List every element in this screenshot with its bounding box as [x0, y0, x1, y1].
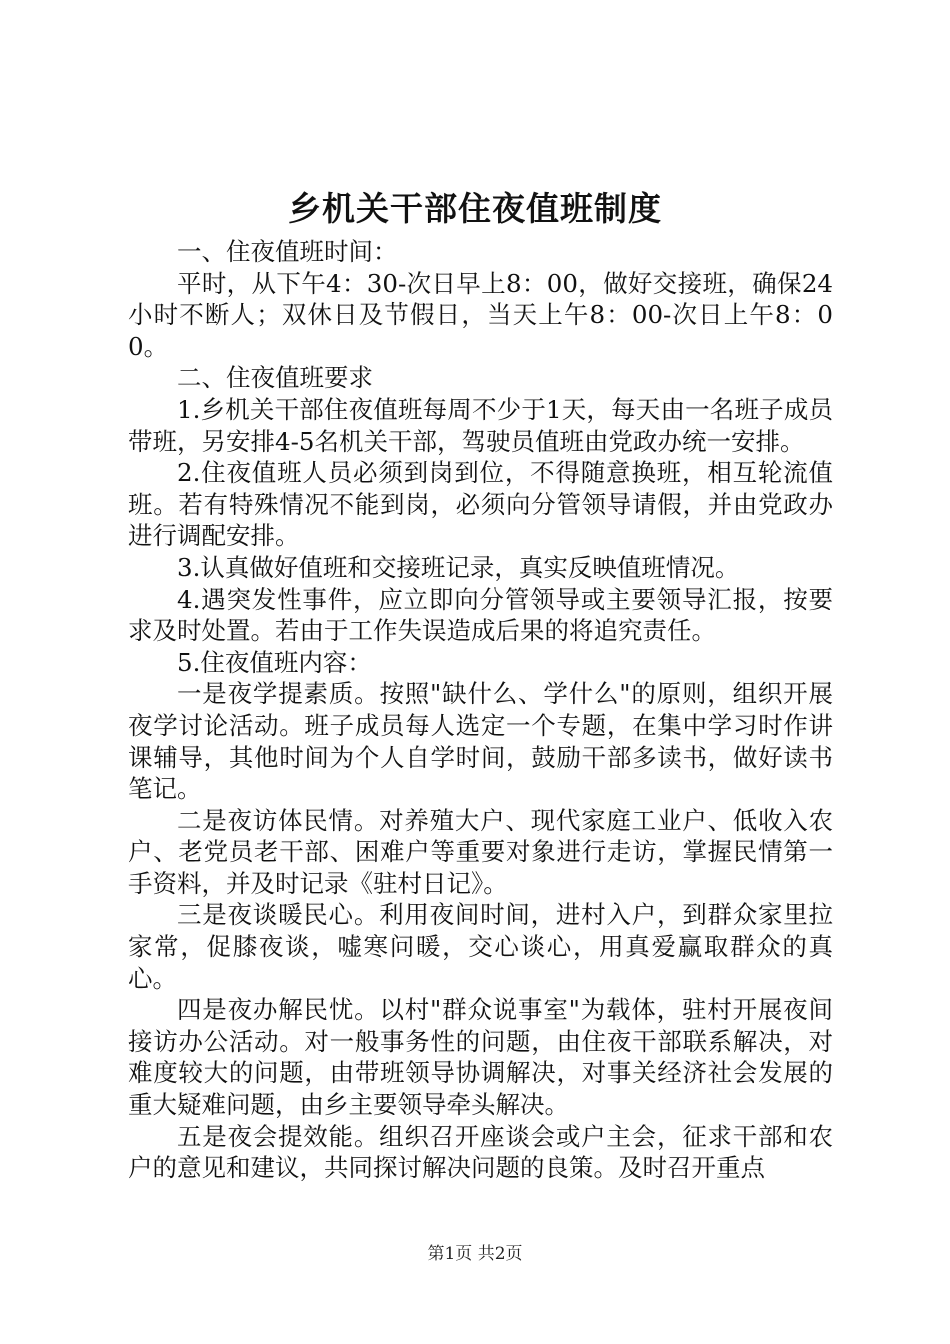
requirement-item-1: 1.乡机关干部住夜值班每周不少于1天，每天由一名班子成员带班，另安排4-5名机关干部，驾驶员值班由党政办统一安排。: [128, 394, 833, 456]
section-heading-requirements: 二、住夜值班要求: [177, 363, 373, 393]
document-title: 乡机关干部住夜值班制度: [288, 189, 662, 228]
requirement-item-5: 5.住夜值班内容：: [177, 647, 372, 677]
section-heading-time: 一、住夜值班时间：: [177, 237, 398, 266]
page-footer: 第1页 共2页: [427, 1244, 523, 1264]
content-item-night-visit: 二是夜访体民情。对养殖大户、现代家庭工业户、低收入农户、老党员老干部、困难户等重要对象进行走访，掌握民情第一手资料，并及时记录《驻村日记》。: [128, 805, 833, 898]
requirement-item-3: 3.认真做好值班和交接班记录，真实反映值班情况。: [177, 552, 740, 582]
content-item-night-meeting: 五是夜会提效能。组织召开座谈会或户主会，征求干部和农户的意见和建议，共同探讨解决问题的良策。及时召开重点: [128, 1121, 833, 1183]
requirement-item-2: 2.住夜值班人员必须到岗到位，不得随意换班，相互轮流值班。若有特殊情况不能到岗，必须向分管领导请假，并由党政办进行调配安排。: [128, 458, 833, 551]
content-item-night-office: 四是夜办解民忧。以村"群众说事室"为载体，驻村开展夜间接访办公活动。对一般事务性的问题，由住夜干部联系解决，对难度较大的问题，由带班领导协调解决，对事关经济社会发展的重大疑难问题，由乡主要领导牵头解决。: [128, 995, 833, 1120]
paragraph-time-detail: 平时，从下午4：30-次日早上8：00，做好交接班，确保24小时不断人；双休日及节假日，当天上午8：00-次日上午8：00。: [128, 268, 833, 361]
content-item-night-talk: 三是夜谈暖民心。利用夜间时间，进村入户，到群众家里拉家常，促膝夜谈，嘘寒问暖，交心谈心，用真爱赢取群众的真心。: [128, 900, 833, 993]
content-item-night-study: 一是夜学提素质。按照"缺什么、学什么"的原则，组织开展夜学讨论活动。班子成员每人选定一个专题，在集中学习时作讲课辅导，其他时间为个人自学时间，鼓励干部多读书，做好读书笔记。: [128, 679, 833, 804]
requirement-item-4: 4.遇突发性事件，应立即向分管领导或主要领导汇报，按要求及时处置。若由于工作失误造成后果的将追究责任。: [128, 584, 833, 646]
document-body: [128, 236, 833, 1184]
